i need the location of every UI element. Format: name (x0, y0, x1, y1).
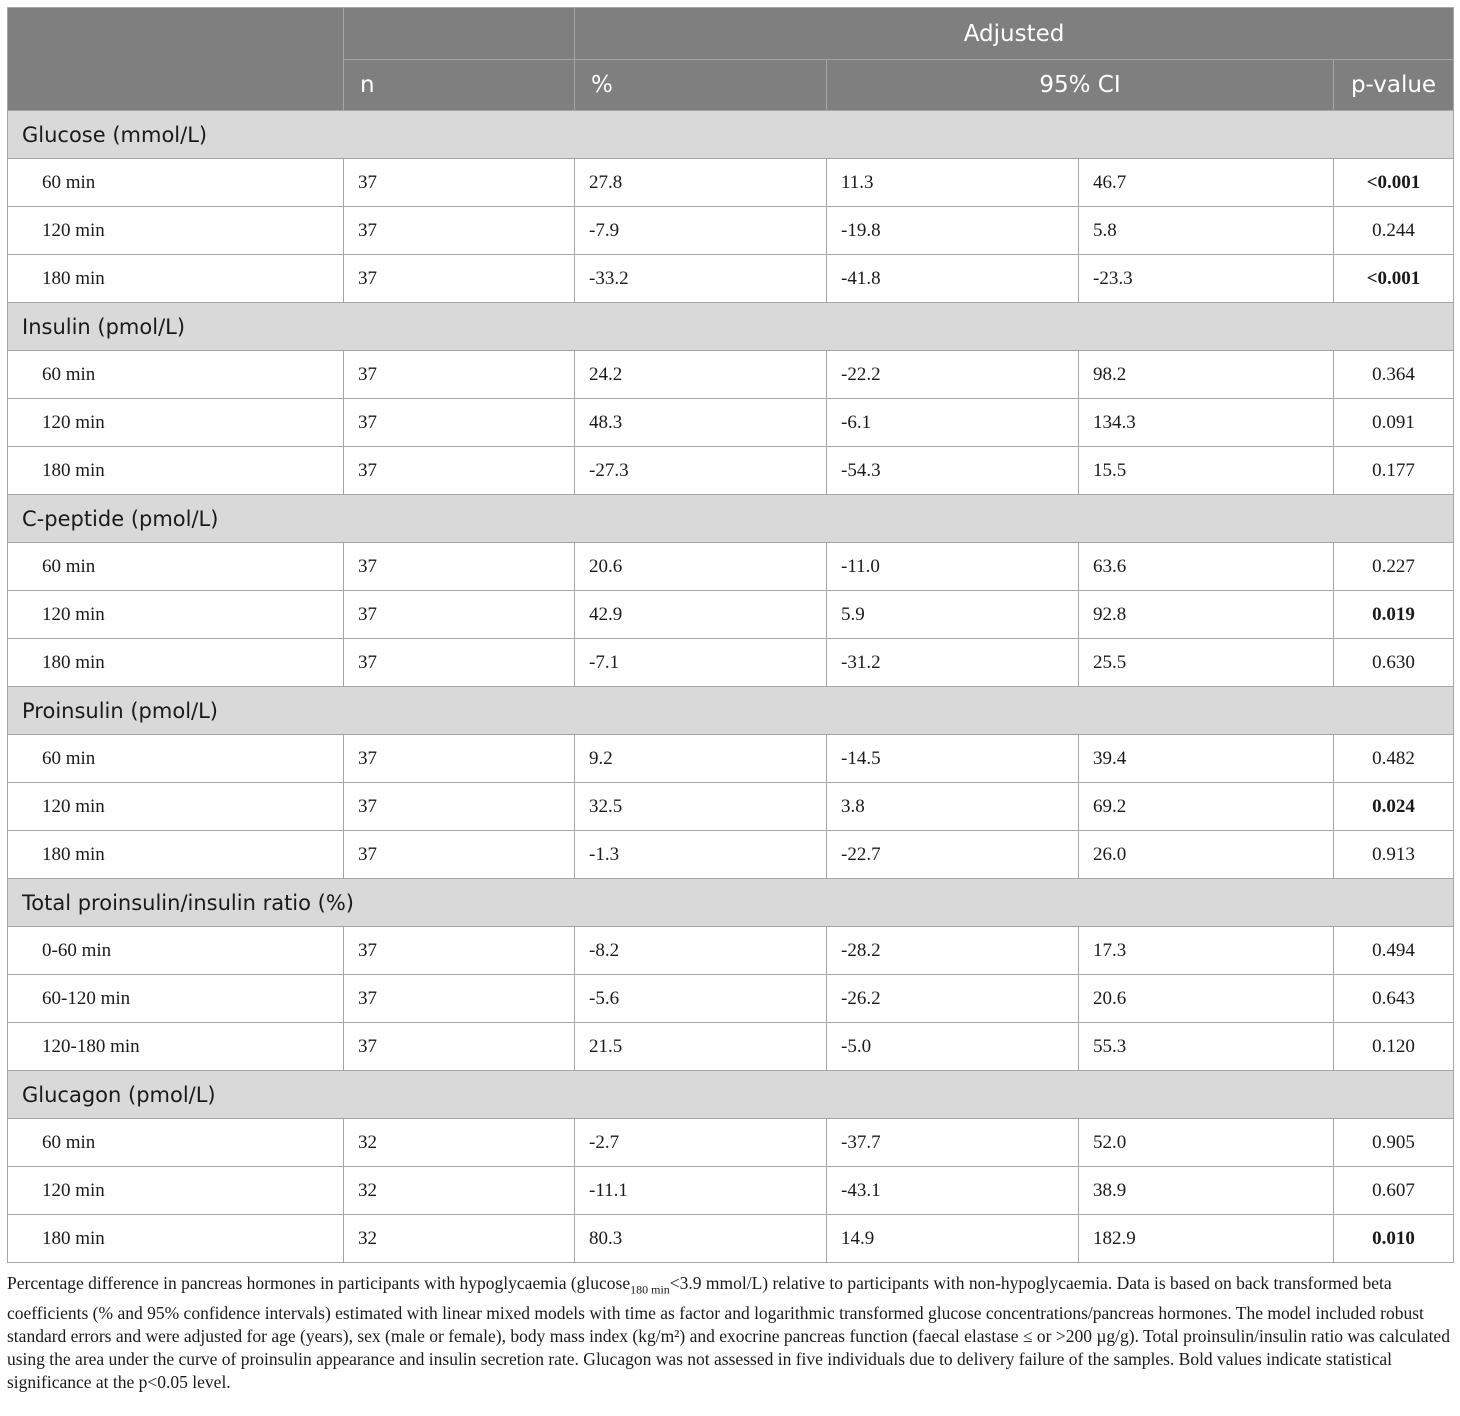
cell-ci-upper: 98.2 (1079, 351, 1334, 399)
table-header (8, 8, 1454, 111)
group-header-row (8, 1071, 1454, 1119)
cell-percent: 21.5 (575, 1023, 827, 1071)
row-label: 180 min (8, 447, 344, 495)
cell-ci-lower: -31.2 (827, 639, 1079, 687)
cell-percent: 32.5 (575, 783, 827, 831)
cell-ci-upper: 55.3 (1079, 1023, 1334, 1071)
table-row (8, 351, 1454, 399)
cell-percent: 27.8 (575, 159, 827, 207)
header-empty-cell (8, 8, 344, 111)
cell-ci-lower: -11.0 (827, 543, 1079, 591)
row-label: 120 min (8, 783, 344, 831)
cell-n: 32 (344, 1167, 575, 1215)
cell-percent: -2.7 (575, 1119, 827, 1167)
cell-pvalue: 0.482 (1334, 735, 1454, 783)
cell-ci-lower: 5.9 (827, 591, 1079, 639)
cell-n: 32 (344, 1215, 575, 1263)
row-label: 120 min (8, 207, 344, 255)
cell-ci-lower: -22.7 (827, 831, 1079, 879)
table-row (8, 927, 1454, 975)
group-header-row (8, 111, 1454, 159)
row-label: 60 min (8, 735, 344, 783)
cell-pvalue: 0.913 (1334, 831, 1454, 879)
table-body (8, 111, 1454, 1263)
cell-pvalue: 0.364 (1334, 351, 1454, 399)
cell-pvalue: <0.001 (1334, 159, 1454, 207)
cell-ci-lower: -22.2 (827, 351, 1079, 399)
row-label: 120-180 min (8, 1023, 344, 1071)
cell-ci-upper: 20.6 (1079, 975, 1334, 1023)
table-row (8, 783, 1454, 831)
cell-percent: -7.1 (575, 639, 827, 687)
row-label: 60 min (8, 351, 344, 399)
footnote-text-1: Percentage difference in pancreas hormones in participants with hypoglycaemia (glucose (7, 1273, 631, 1293)
header-adjusted: Adjusted (575, 8, 1454, 60)
row-label: 180 min (8, 639, 344, 687)
cell-percent: -33.2 (575, 255, 827, 303)
cell-percent: 48.3 (575, 399, 827, 447)
cell-percent: -8.2 (575, 927, 827, 975)
table-row (8, 1215, 1454, 1263)
cell-ci-upper: 38.9 (1079, 1167, 1334, 1215)
cell-pvalue: <0.001 (1334, 255, 1454, 303)
cell-ci-lower: 14.9 (827, 1215, 1079, 1263)
header-pvalue: p-value (1334, 60, 1454, 111)
cell-n: 37 (344, 351, 575, 399)
cell-ci-lower: -41.8 (827, 255, 1079, 303)
cell-percent: -7.9 (575, 207, 827, 255)
row-label: 60 min (8, 543, 344, 591)
results-table-container (7, 7, 1453, 1394)
cell-ci-upper: 134.3 (1079, 399, 1334, 447)
row-label: 180 min (8, 1215, 344, 1263)
group-title: Proinsulin (pmol/L) (8, 687, 1454, 735)
cell-n: 37 (344, 159, 575, 207)
cell-percent: -11.1 (575, 1167, 827, 1215)
table-row (8, 1119, 1454, 1167)
cell-pvalue: 0.905 (1334, 1119, 1454, 1167)
cell-pvalue: 0.177 (1334, 447, 1454, 495)
cell-n: 37 (344, 831, 575, 879)
cell-percent: -5.6 (575, 975, 827, 1023)
cell-pvalue: 0.607 (1334, 1167, 1454, 1215)
cell-ci-lower: -37.7 (827, 1119, 1079, 1167)
cell-n: 37 (344, 975, 575, 1023)
table-row (8, 255, 1454, 303)
cell-pvalue: 0.244 (1334, 207, 1454, 255)
cell-ci-lower: 3.8 (827, 783, 1079, 831)
row-label: 180 min (8, 831, 344, 879)
table-row (8, 1023, 1454, 1071)
group-title: Total proinsulin/insulin ratio (%) (8, 879, 1454, 927)
table-row (8, 639, 1454, 687)
row-label: 120 min (8, 399, 344, 447)
cell-ci-upper: 39.4 (1079, 735, 1334, 783)
cell-pvalue: 0.494 (1334, 927, 1454, 975)
cell-percent: 80.3 (575, 1215, 827, 1263)
cell-ci-upper: 63.6 (1079, 543, 1334, 591)
cell-ci-upper: -23.3 (1079, 255, 1334, 303)
table-row (8, 207, 1454, 255)
table-row (8, 591, 1454, 639)
cell-ci-upper: 26.0 (1079, 831, 1334, 879)
cell-n: 37 (344, 399, 575, 447)
cell-n: 37 (344, 207, 575, 255)
footnote-text-2: <3.9 mmol/L) relative to participants with non-hypoglycaemia. Data is based on back transformed beta coefficients (% and 95% confidence intervals) estimated with linear mixed models with time as factor and logarithmic transformed glucose concentrations/pancreas hormones. The model included robust standard errors and were adjusted for age (years), sex (male or female), body mass index (kg/m²) and exocrine pancreas function (faecal elastase ≤ or >200 µg/g). Total proinsulin/insulin ratio was calculated using the area under the curve of proinsulin appearance and insulin secretion rate. Glucagon was not assessed in five individuals due to delivery failure of the samples. Bold values indicate statistical significance at the p<0.05 level. (7, 1273, 1450, 1392)
group-title: C-peptide (pmol/L) (8, 495, 1454, 543)
row-label: 60-120 min (8, 975, 344, 1023)
cell-n: 37 (344, 447, 575, 495)
results-table (7, 7, 1454, 1263)
cell-pvalue: 0.227 (1334, 543, 1454, 591)
cell-percent: 24.2 (575, 351, 827, 399)
cell-ci-upper: 182.9 (1079, 1215, 1334, 1263)
cell-percent: 20.6 (575, 543, 827, 591)
cell-n: 37 (344, 927, 575, 975)
cell-ci-lower: -54.3 (827, 447, 1079, 495)
cell-pvalue: 0.010 (1334, 1215, 1454, 1263)
cell-n: 37 (344, 639, 575, 687)
row-label: 60 min (8, 1119, 344, 1167)
cell-pvalue: 0.643 (1334, 975, 1454, 1023)
cell-pvalue: 0.091 (1334, 399, 1454, 447)
header-percent: % (575, 60, 827, 111)
table-row (8, 447, 1454, 495)
cell-percent: -1.3 (575, 831, 827, 879)
table-footnote (7, 1272, 1453, 1394)
header-n: n (344, 60, 575, 111)
table-row (8, 543, 1454, 591)
row-label: 180 min (8, 255, 344, 303)
cell-ci-upper: 5.8 (1079, 207, 1334, 255)
cell-ci-upper: 17.3 (1079, 927, 1334, 975)
cell-ci-upper: 15.5 (1079, 447, 1334, 495)
cell-percent: -27.3 (575, 447, 827, 495)
table-row (8, 735, 1454, 783)
row-label: 60 min (8, 159, 344, 207)
cell-n: 32 (344, 1119, 575, 1167)
cell-ci-upper: 92.8 (1079, 591, 1334, 639)
cell-pvalue: 0.120 (1334, 1023, 1454, 1071)
cell-ci-lower: -26.2 (827, 975, 1079, 1023)
group-title: Insulin (pmol/L) (8, 303, 1454, 351)
group-title: Glucose (mmol/L) (8, 111, 1454, 159)
cell-ci-lower: -43.1 (827, 1167, 1079, 1215)
header-95ci: 95% CI (827, 60, 1334, 111)
cell-percent: 42.9 (575, 591, 827, 639)
table-row (8, 831, 1454, 879)
row-label: 120 min (8, 1167, 344, 1215)
header-n-spacer (344, 8, 575, 60)
cell-ci-lower: -6.1 (827, 399, 1079, 447)
group-header-row (8, 879, 1454, 927)
cell-n: 37 (344, 1023, 575, 1071)
row-label: 120 min (8, 591, 344, 639)
cell-n: 37 (344, 591, 575, 639)
footnote-subscript: 180 min (630, 1282, 670, 1297)
cell-ci-upper: 46.7 (1079, 159, 1334, 207)
cell-ci-lower: -5.0 (827, 1023, 1079, 1071)
cell-ci-lower: -14.5 (827, 735, 1079, 783)
cell-pvalue: 0.019 (1334, 591, 1454, 639)
cell-ci-lower: 11.3 (827, 159, 1079, 207)
cell-ci-upper: 69.2 (1079, 783, 1334, 831)
cell-percent: 9.2 (575, 735, 827, 783)
cell-n: 37 (344, 735, 575, 783)
row-label: 0-60 min (8, 927, 344, 975)
group-header-row (8, 303, 1454, 351)
cell-pvalue: 0.630 (1334, 639, 1454, 687)
cell-ci-upper: 52.0 (1079, 1119, 1334, 1167)
group-header-row (8, 495, 1454, 543)
cell-ci-lower: -19.8 (827, 207, 1079, 255)
cell-n: 37 (344, 543, 575, 591)
cell-ci-upper: 25.5 (1079, 639, 1334, 687)
cell-n: 37 (344, 255, 575, 303)
cell-pvalue: 0.024 (1334, 783, 1454, 831)
group-header-row (8, 687, 1454, 735)
cell-ci-lower: -28.2 (827, 927, 1079, 975)
table-row (8, 159, 1454, 207)
cell-n: 37 (344, 783, 575, 831)
table-row (8, 399, 1454, 447)
table-row (8, 975, 1454, 1023)
table-row (8, 1167, 1454, 1215)
group-title: Glucagon (pmol/L) (8, 1071, 1454, 1119)
